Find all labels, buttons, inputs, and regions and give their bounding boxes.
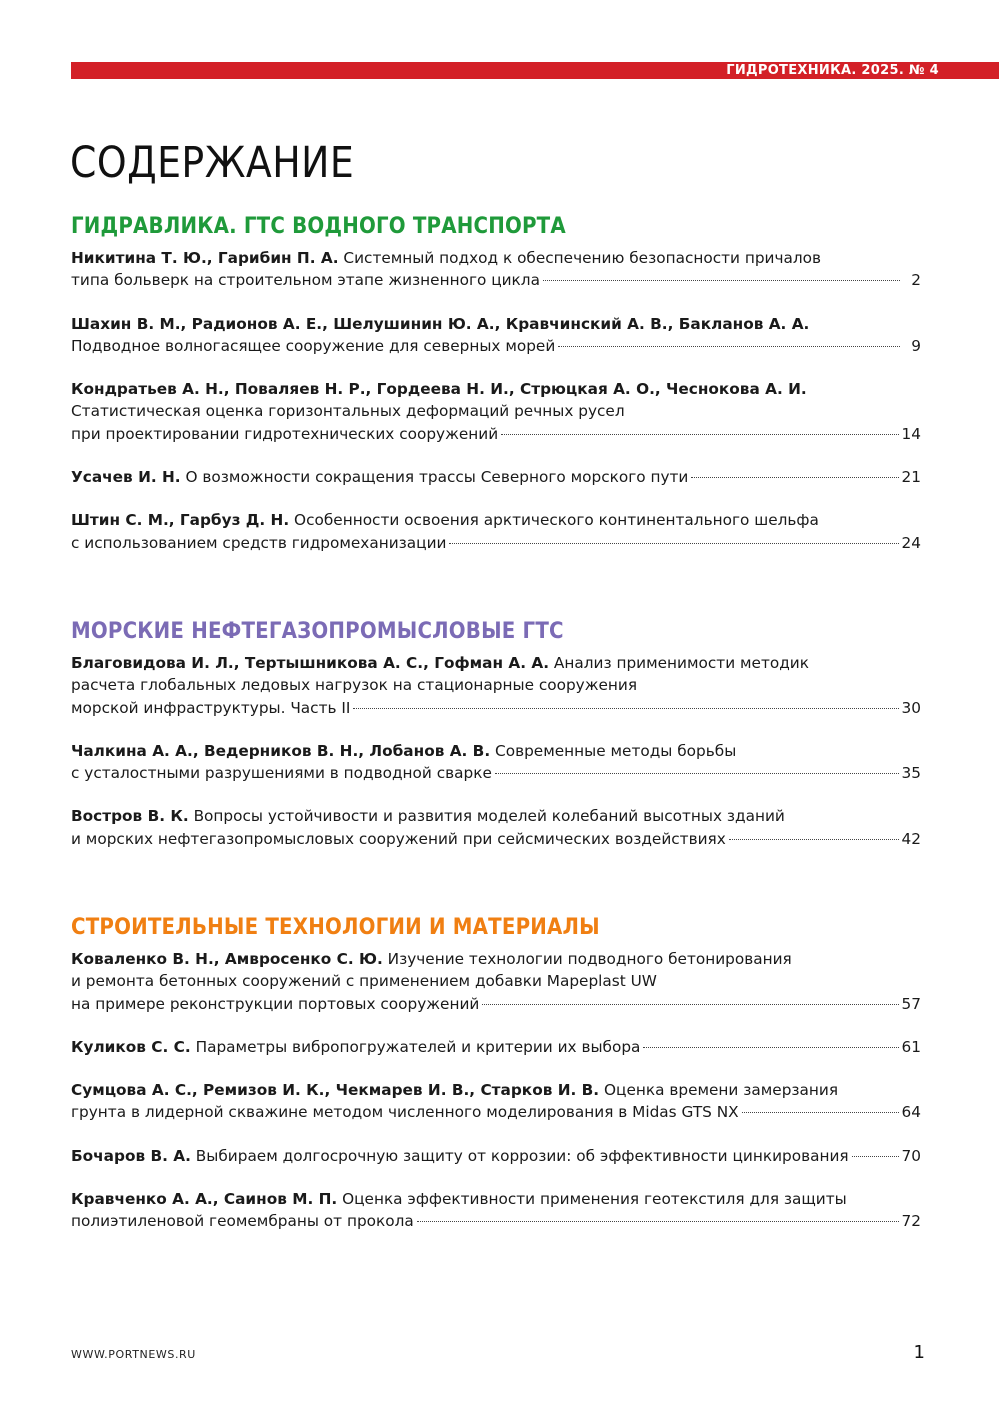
entry-title-line: Особенности освоения арктического континентального шельфа: [294, 511, 819, 530]
entry-page-number[interactable]: 42: [901, 829, 921, 848]
dot-leader: [449, 543, 898, 544]
toc-section-hydraulics: [71, 214, 921, 575]
entry-page-number[interactable]: 61: [901, 1037, 921, 1056]
entry-title-line: Оценка времени замерзания: [604, 1081, 839, 1100]
toc-entry[interactable]: [71, 378, 921, 445]
page-number: 1: [913, 1342, 925, 1363]
dot-leader: [543, 280, 900, 281]
entry-authors: Коваленко В. Н., Амвросенко С. Ю.: [71, 950, 383, 968]
entry-title-line: расчета глобальных ледовых нагрузок на стационарные сооружения: [71, 676, 638, 695]
entry-authors: Чалкина А. А., Ведерников В. Н., Лобанов А. В.: [71, 741, 491, 760]
entry-title-line: морской инфраструктуры. Часть II: [71, 698, 351, 717]
entry-title-line: Параметры вибропогружателей и критерии их выбора: [195, 1037, 641, 1056]
entry-title-line: грунта в лидерной скважине методом численного моделирования в Midas GTS NX: [71, 1103, 739, 1122]
toc-entry[interactable]: [71, 652, 921, 719]
entry-title-line: с усталостными разрушениями в подводной сварке: [71, 764, 492, 783]
toc-entry[interactable]: [71, 1145, 921, 1167]
dot-leader: [495, 773, 899, 774]
entry-page-number[interactable]: 14: [901, 424, 921, 443]
toc-entry[interactable]: [71, 1036, 921, 1058]
entry-authors: Куликов С. С.: [71, 1037, 191, 1056]
dot-leader: [353, 708, 898, 709]
toc-entry[interactable]: [71, 313, 921, 358]
entry-page-number[interactable]: 30: [901, 698, 921, 717]
entry-title-line: Вопросы устойчивости и развития моделей колебаний высотных зданий: [193, 807, 785, 826]
entry-title-line: на примере реконструкции портовых сооружений: [71, 994, 480, 1013]
journal-header-bar: [71, 62, 999, 79]
dot-leader: [417, 1221, 899, 1222]
section-title: СТРОИТЕЛЬНЫЕ ТЕХНОЛОГИИ И МАТЕРИАЛЫ: [71, 915, 600, 940]
entry-authors: Усачев И. Н.: [71, 468, 181, 487]
entry-title-line: с использованием средств гидромеханизации: [71, 533, 447, 552]
dot-leader: [742, 1112, 899, 1113]
entry-title-line: и ремонта бетонных сооружений с применением добавки Mapeplast UW: [71, 972, 657, 991]
entry-title-line: полиэтиленовой геомембраны от прокола: [71, 1212, 414, 1231]
entry-title-line: Оценка эффективности применения геотекстиля для защиты: [342, 1190, 847, 1209]
toc-entry[interactable]: [71, 466, 921, 488]
entry-page-number[interactable]: 21: [901, 468, 921, 487]
section-title: ГИДРАВЛИКА. ГТС ВОДНОГО ТРАНСПОРТА: [71, 214, 566, 239]
entry-title-line: Системный подход к обеспечению безопасности причалов: [343, 249, 822, 267]
entry-authors: Шахин В. М., Радионов А. Е., Шелушинин Ю. А., Кравчинский А. В., Бакланов А. А.: [71, 314, 810, 333]
entry-authors: Востров В. К.: [71, 807, 189, 826]
dot-leader: [482, 1004, 898, 1005]
entry-title-line: Изучение технологии подводного бетонирования: [387, 950, 792, 968]
entry-authors: Штин С. М., Гарбуз Д. Н.: [71, 511, 290, 530]
toc-entry[interactable]: [71, 740, 921, 785]
entry-authors: Бочаров В. А.: [71, 1146, 191, 1165]
entry-page-number[interactable]: 57: [901, 994, 921, 1013]
entry-authors: Кондратьев А. Н., Поваляев Н. Р., Гордеева Н. И., Стрюцкая А. О., Чеснокова А. И.: [71, 380, 807, 399]
toc-entry[interactable]: [71, 805, 921, 850]
dot-leader: [729, 839, 899, 840]
entry-title-line: при проектировании гидротехнических сооружений: [71, 424, 499, 443]
entry-title-line: О возможности сокращения трассы Северного морского пути: [185, 468, 689, 487]
entry-title-line: Выбираем долгосрочную защиту от коррозии: об эффективности цинкирования: [195, 1146, 849, 1165]
entry-page-number[interactable]: 70: [901, 1146, 921, 1165]
entry-title-line: Статистическая оценка горизонтальных деформаций речных русел: [71, 402, 625, 421]
entry-page-number[interactable]: 2: [911, 271, 921, 290]
entry-page-number[interactable]: 9: [911, 336, 921, 355]
toc-entry[interactable]: [71, 1079, 921, 1124]
section-title: МОРСКИЕ НЕФТЕГАЗОПРОМЫСЛОВЫЕ ГТС: [71, 619, 564, 644]
entry-page-number[interactable]: 72: [901, 1212, 921, 1231]
dot-leader: [501, 434, 898, 435]
page-title: СОДЕРЖАНИЕ: [70, 138, 355, 188]
dot-leader: [852, 1156, 899, 1157]
dot-leader: [691, 477, 898, 478]
entry-page-number[interactable]: 35: [901, 764, 921, 783]
toc-entry[interactable]: [71, 509, 921, 554]
entry-authors: Кравченко А. А., Саинов М. П.: [71, 1190, 338, 1209]
entry-title-line: Современные методы борьбы: [495, 741, 737, 760]
entry-title-line: и морских нефтегазопромысловых сооружений при сейсмических воздействиях: [71, 829, 726, 848]
toc-section-construction: [71, 915, 921, 1254]
entry-authors: Сумцова А. С., Ремизов И. К., Чекмарев И. В., Старков И. В.: [71, 1081, 600, 1100]
entry-authors: Благовидова И. Л., Тертышникова А. С., Гофман А. А.: [71, 654, 550, 672]
journal-issue-label: ГИДРОТЕХНИКА. 2025. № 4: [726, 63, 939, 78]
entry-page-number[interactable]: 64: [901, 1103, 921, 1122]
entry-authors: Никитина Т. Ю., Гарибин П. А.: [71, 249, 339, 267]
toc-entry[interactable]: [71, 948, 921, 1015]
dot-leader: [643, 1047, 898, 1048]
entry-title-line: Подводное волногасящее сооружение для северных морей: [71, 336, 556, 355]
toc-entry[interactable]: [71, 1188, 921, 1233]
entry-page-number[interactable]: 24: [901, 533, 921, 552]
entry-title-line: типа больверк на строительном этапе жизненного цикла: [71, 271, 540, 290]
dot-leader: [558, 346, 900, 347]
toc-entry[interactable]: [71, 247, 921, 292]
footer-website-link[interactable]: WWW.PORTNEWS.RU: [71, 1348, 196, 1361]
toc-section-offshore: [71, 619, 921, 871]
entry-title-line: Анализ применимости методик: [553, 654, 809, 672]
